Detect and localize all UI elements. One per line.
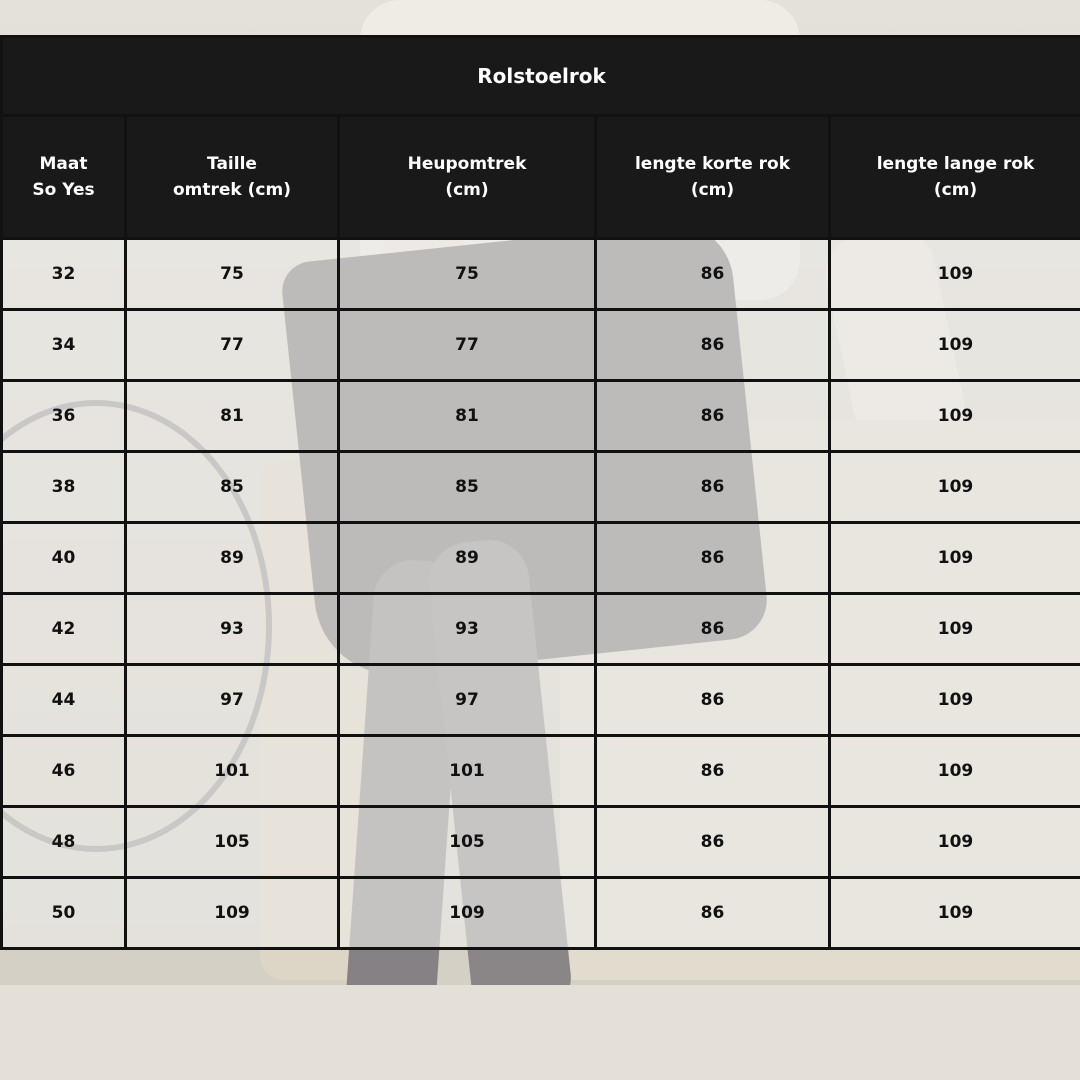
table-body (2, 239, 1080, 949)
cell-short-length: 86 (596, 239, 830, 310)
cell-size: 36 (2, 381, 126, 452)
cell-size: 46 (2, 736, 126, 807)
background-floor (0, 985, 1080, 1080)
cell-short-length: 86 (596, 310, 830, 381)
cell-long-length: 109 (830, 310, 1080, 381)
table-title-row (2, 37, 1080, 116)
cell-waist: 81 (126, 381, 339, 452)
cell-size: 48 (2, 807, 126, 878)
header-long-length-line1: lengte lange rok (876, 154, 1035, 174)
cell-short-length: 86 (596, 665, 830, 736)
cell-short-length: 86 (596, 523, 830, 594)
header-size-line2: So Yes (32, 180, 95, 200)
cell-long-length: 109 (830, 523, 1080, 594)
cell-short-length: 86 (596, 381, 830, 452)
cell-hip: 93 (339, 594, 596, 665)
cell-short-length: 86 (596, 594, 830, 665)
cell-size: 44 (2, 665, 126, 736)
header-short-length-line2: (cm) (690, 180, 735, 200)
header-waist-line1: Taille (207, 154, 257, 174)
cell-hip: 97 (339, 665, 596, 736)
cell-short-length: 86 (596, 452, 830, 523)
header-hip (339, 116, 596, 239)
cell-waist: 85 (126, 452, 339, 523)
cell-long-length: 109 (830, 239, 1080, 310)
header-short-length-line1: lengte korte rok (634, 154, 791, 174)
cell-waist: 101 (126, 736, 339, 807)
cell-size: 32 (2, 239, 126, 310)
header-long-length (830, 116, 1080, 239)
header-short-length (596, 116, 830, 239)
cell-long-length: 109 (830, 807, 1080, 878)
header-waist (126, 116, 339, 239)
cell-size: 38 (2, 452, 126, 523)
cell-hip: 81 (339, 381, 596, 452)
cell-waist: 89 (126, 523, 339, 594)
cell-hip: 77 (339, 310, 596, 381)
cell-long-length: 109 (830, 452, 1080, 523)
cell-hip: 75 (339, 239, 596, 310)
cell-long-length: 109 (830, 665, 1080, 736)
table-row (2, 381, 1080, 452)
cell-long-length: 109 (830, 594, 1080, 665)
header-size-line1: Maat (39, 154, 88, 174)
header-long-length-line2: (cm) (933, 180, 978, 200)
table-row (2, 239, 1080, 310)
cell-long-length: 109 (830, 878, 1080, 949)
table-header-row (2, 116, 1080, 239)
cell-size: 40 (2, 523, 126, 594)
cell-hip: 89 (339, 523, 596, 594)
cell-long-length: 109 (830, 381, 1080, 452)
cell-waist: 93 (126, 594, 339, 665)
cell-hip: 109 (339, 878, 596, 949)
table-row (2, 452, 1080, 523)
cell-long-length: 109 (830, 736, 1080, 807)
cell-size: 34 (2, 310, 126, 381)
cell-hip: 101 (339, 736, 596, 807)
size-table (0, 35, 1080, 950)
header-size (2, 116, 126, 239)
header-waist-line2: omtrek (cm) (173, 180, 291, 200)
cell-waist: 97 (126, 665, 339, 736)
header-hip-line2: (cm) (445, 180, 489, 200)
cell-hip: 105 (339, 807, 596, 878)
table-row (2, 310, 1080, 381)
table-row (2, 736, 1080, 807)
cell-short-length: 86 (596, 807, 830, 878)
size-chart (0, 35, 1080, 950)
table-row (2, 807, 1080, 878)
table-row (2, 878, 1080, 949)
cell-short-length: 86 (596, 736, 830, 807)
table-row (2, 523, 1080, 594)
header-hip-line1: Heupomtrek (407, 154, 527, 174)
cell-waist: 77 (126, 310, 339, 381)
table-row (2, 594, 1080, 665)
cell-short-length: 86 (596, 878, 830, 949)
cell-size: 50 (2, 878, 126, 949)
cell-waist: 75 (126, 239, 339, 310)
cell-waist: 109 (126, 878, 339, 949)
table-title: Rolstoelrok (2, 37, 1080, 116)
cell-waist: 105 (126, 807, 339, 878)
cell-size: 42 (2, 594, 126, 665)
cell-hip: 85 (339, 452, 596, 523)
table-row (2, 665, 1080, 736)
